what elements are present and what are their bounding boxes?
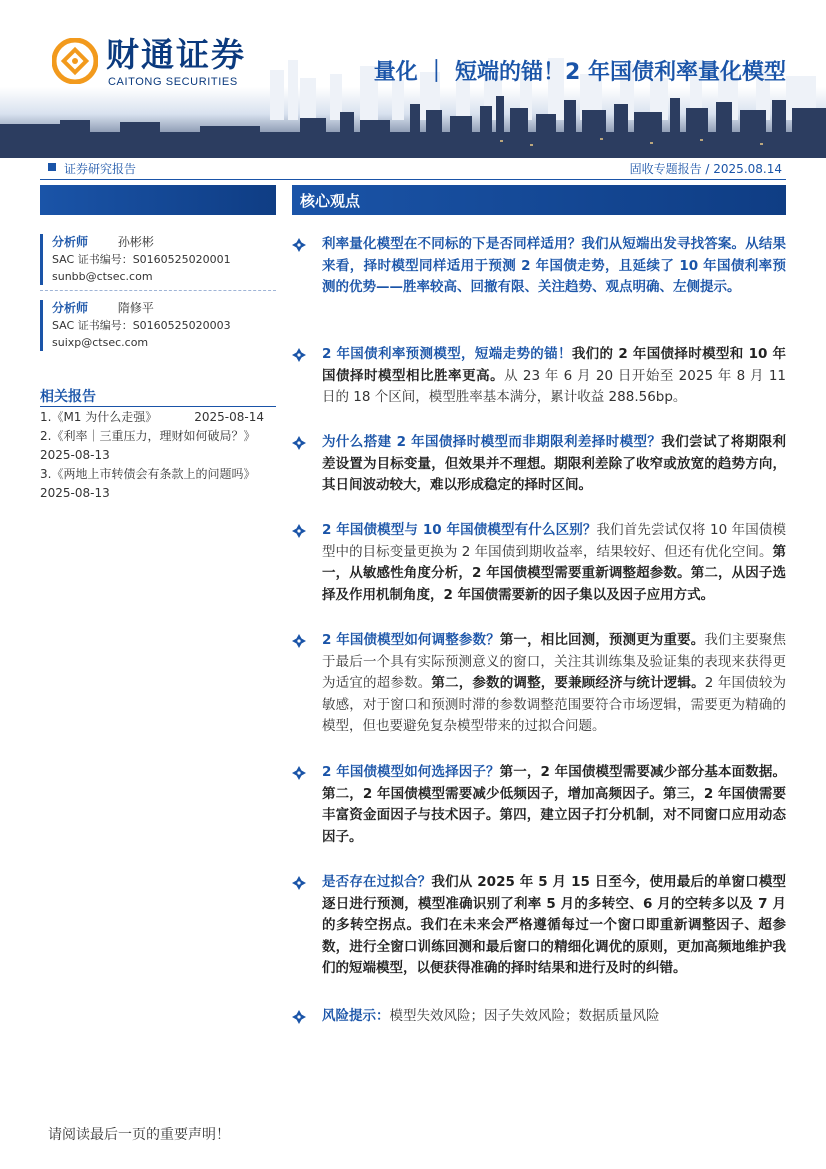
point-text: 为什么搭建 2 年国债择时模型而非期限利差择时模型？我们尝试了将期限利差设置为目标变量，但效果并不理想。期限利差除了收窄或放宽的趋势方向，其日间波动较大，难以形成稳定的择时区间。 xyxy=(322,434,786,493)
analyst-name: 孙彬彬 xyxy=(117,235,154,249)
point-text: 2 年国债模型与 10 年国债模型有什么区别？我们首先尝试仅将 10 年国债模型中的目标变量更换为 2 年国债到期收益率，结果较好、但还有优化空间。第一，从敏感性角度分析，2 年国债模型需要重新调整超参数。第二，从因子选择及作用机制角度，2 年国债需要新的因子集以及因子应用方式。 xyxy=(322,522,786,603)
diamond-bullet-icon xyxy=(292,1010,306,1024)
analyst-cert: SAC 证书编号：S0160525020001 xyxy=(52,253,231,266)
point-text: 2 年国债模型如何选择因子？第一，2 年国债模型需要减少部分基本面数据。第二，2 年国债模型需要减少低频因子，增加高频因子。第三，2 年国债需要丰富资金面因子与技术因子。第四，建立因子打分机制，对不同窗口应用动态因子。 xyxy=(322,764,787,845)
sidebar-header-bar xyxy=(40,185,276,215)
brand-name-en: CAITONG SECURITIES xyxy=(108,76,238,88)
report-type-date: 固收专题报告 / 2025.08.14 xyxy=(629,162,782,176)
related-report-title: 1.《M1 为什么走强》 xyxy=(40,410,158,424)
related-report-date: 2025-08-13 xyxy=(40,448,110,462)
analyst-label: 分析师 xyxy=(52,301,89,315)
divider xyxy=(40,406,276,407)
analyst-label: 分析师 xyxy=(52,235,89,249)
analyst-email[interactable]: sunbb@ctsec.com xyxy=(52,270,153,283)
core-views-header xyxy=(292,185,786,215)
report-header xyxy=(0,0,826,158)
analyst-name: 隋修平 xyxy=(117,301,154,315)
diamond-bullet-icon xyxy=(292,524,306,538)
analyst-card xyxy=(40,234,276,285)
analyst-card xyxy=(40,300,276,351)
diamond-bullet-icon xyxy=(292,634,306,648)
related-report-item[interactable] xyxy=(40,465,276,503)
brand-name-cn: 财通证券 xyxy=(106,35,246,74)
report-title: 量化 ｜ 短端的锚！2 年国债利率量化模型 xyxy=(373,60,786,85)
related-report-date: 2025-08-13 xyxy=(40,486,110,500)
divider xyxy=(40,290,276,291)
analyst-email[interactable]: suixp@ctsec.com xyxy=(52,336,149,349)
point-text: 利率量化模型在不同标的下是否同样适用？我们从短端出发寻找答案。从结果来看，择时模型同样适用于预测 2 年国债走势，且延续了 10 年国债利率预测的优势——胜率较高、回撤有限、关注趋势、观点明确、左侧提示。 xyxy=(322,236,786,295)
point-text: 2 年国债模型如何调整参数？第一，相比回测，预测更为重要。我们主要聚焦于最后一个具有实际预测意义的窗口，关注其训练集及验证集的表现来获得更为适宜的超参数。第二，参数的调整，要兼顾经济与统计逻辑。2 年国债较为敏感，对于窗口和预测时滞的参数调整范围要符合市场逻辑，需要更为精确的模型，但也要避免复杂模型带来的过拟合问题。 xyxy=(322,632,787,734)
report-category: 证券研究报告 xyxy=(64,162,137,176)
diamond-bullet-icon xyxy=(292,238,306,252)
related-report-date: 2025-08-14 xyxy=(194,410,264,424)
point-text: 风险提示：模型失效风险；因子失效风险；数据质量风险 xyxy=(322,1008,660,1024)
caitong-coin-logo-icon xyxy=(52,38,98,84)
disclaimer-note: 请阅读最后一页的重要声明！ xyxy=(48,1127,230,1143)
subheader-bar xyxy=(40,158,786,180)
related-reports-title: 相关报告 xyxy=(40,389,96,405)
point-text: 是否存在过拟合？我们从 2025 年 5 月 15 日至今，使用最后的单窗口模型逐日进行预测，模型准确识别了利率 5 月的多转空、6 月的空转多以及 7 月的多转空拐点。我们在未来会严格遵循每过一个窗口即重新调整因子、超参数，进行全窗口训练回测和最后窗口的精细化调优的原则，更加高频地维护我们的短端模型，以便获得准确的择时结果和进行及时的纠错。 xyxy=(322,874,787,976)
diamond-bullet-icon xyxy=(292,876,306,890)
related-reports-list xyxy=(40,408,276,503)
related-report-title: 3.《两地上市转债会有条款上的问题吗》 xyxy=(40,467,256,481)
core-views-title: 核心观点 xyxy=(300,192,361,210)
related-report-title: 2.《利率｜三重压力，理财如何破局？》 xyxy=(40,429,256,443)
diamond-bullet-icon xyxy=(292,436,306,450)
related-report-item[interactable] xyxy=(40,427,276,465)
analyst-cert: SAC 证书编号：S0160525020003 xyxy=(52,319,231,332)
diamond-bullet-icon xyxy=(292,766,306,780)
diamond-bullet-icon xyxy=(292,348,306,362)
point-text: 2 年国债利率预测模型，短端走势的锚！我们的 2 年国债择时模型和 10 年国债择时模型相比胜率更高。从 23 年 6 月 20 日开始至 2025 年 8 月 11 日的 18 个区间，模型胜率基本满分，累计收益 288.56bp。 xyxy=(322,346,786,405)
blue-square-icon xyxy=(48,163,56,171)
related-report-item[interactable] xyxy=(40,408,276,427)
